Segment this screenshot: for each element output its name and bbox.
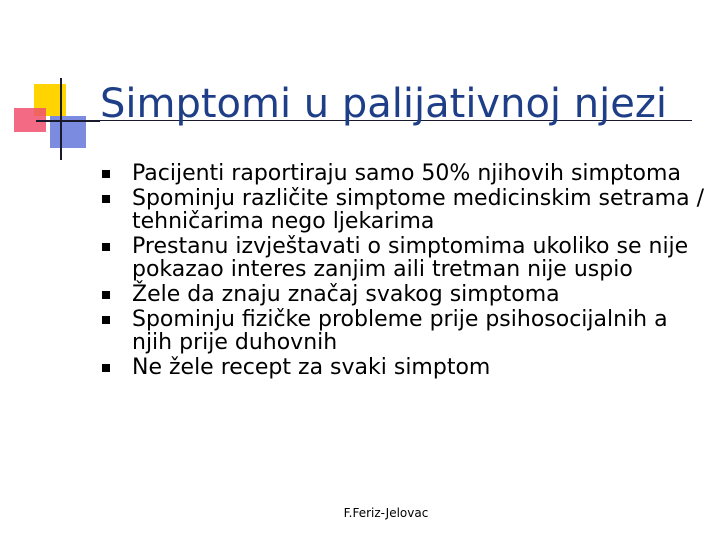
bullet-text: Prestanu izvještavati o simptomima ukoliko se nije pokazao interes zanjim aili tretman nije uspio — [132, 234, 689, 282]
bullet-item — [96, 356, 708, 379]
slide-title: Simptomi u palijativnoj njezi — [100, 81, 667, 127]
bullet-square-icon — [102, 316, 110, 324]
bullet-text: Ne žele recept za svaki simptom — [132, 355, 491, 380]
footer-author: F.Feriz-Jelovac — [343, 506, 429, 520]
bullet-item — [96, 235, 708, 281]
bullet-item — [96, 187, 708, 233]
bullet-square-icon — [102, 364, 110, 372]
logo-horizontal-line — [36, 120, 100, 122]
bullet-item — [96, 162, 708, 185]
logo-vertical-line — [60, 78, 62, 160]
bullet-square-icon — [102, 291, 110, 299]
bullet-square-icon — [102, 195, 110, 203]
bullet-item — [96, 283, 708, 306]
bullet-square-icon — [102, 243, 110, 251]
bullet-item — [96, 308, 708, 354]
decorative-logo — [0, 0, 100, 170]
bullet-text: Pacijenti raportiraju samo 50% njihovih simptoma — [132, 161, 681, 186]
bullet-text: Spominju različite simptome medicinskim setrama / tehničarima nego ljekarima — [132, 186, 704, 234]
bullet-square-icon — [102, 170, 110, 178]
bullet-list — [96, 162, 708, 381]
bullet-text: Spominju fizičke probleme prije psihosocijalnih a njih prije duhovnih — [132, 307, 668, 355]
bullet-text: Žele da znaju značaj svakog simptoma — [132, 282, 560, 307]
